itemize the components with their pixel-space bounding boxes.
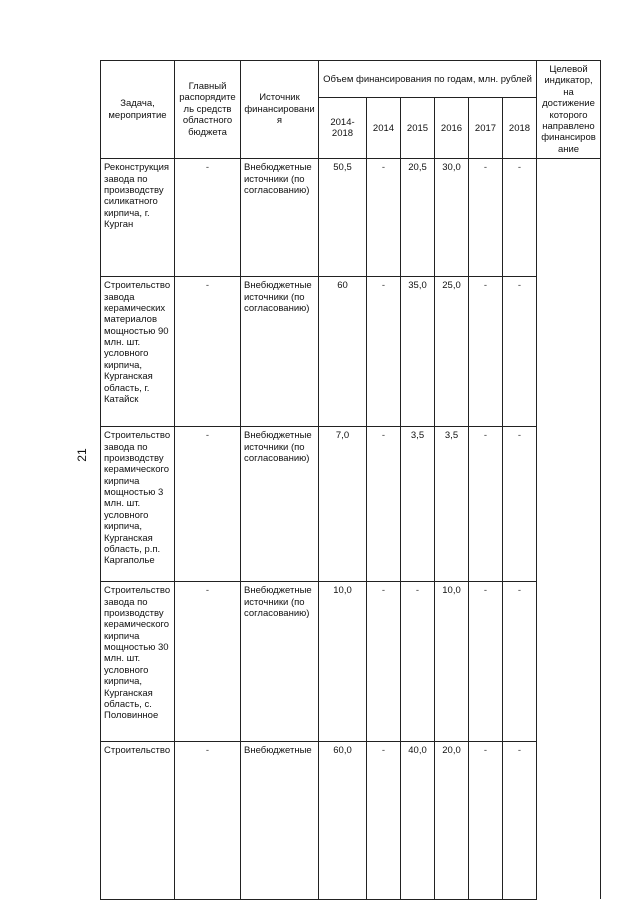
cell-2016: 3,5 <box>435 427 469 582</box>
cell-2018: - <box>503 427 537 582</box>
cell-task: Строительство завода по производству керамического кирпича мощностью 30 млн. шт. условного кирпича, Курганская область, с. Половинное <box>101 582 175 742</box>
cell-source: Внебюджетные источники (по согласованию) <box>241 159 319 277</box>
financing-table <box>100 60 601 900</box>
header-year: 2016 <box>435 98 469 159</box>
cell-2017: - <box>469 159 503 277</box>
header-year: 2015 <box>401 98 435 159</box>
cell-source: Внебюджетные источники (по согласованию) <box>241 277 319 427</box>
cell-2014: - <box>367 159 401 277</box>
cell-manager: - <box>175 582 241 742</box>
page-number: 21 <box>75 448 89 462</box>
header-year: 2018 <box>503 98 537 159</box>
cell-task: Реконструкция завода по производству силикатного кирпича, г. Курган <box>101 159 175 277</box>
cell-manager: - <box>175 277 241 427</box>
header-volume-group: Объем финансирования по годам, млн. рублей <box>319 61 537 98</box>
cell-2016: 30,0 <box>435 159 469 277</box>
cell-2018: - <box>503 159 537 277</box>
cell-2016: 20,0 <box>435 742 469 900</box>
table-row <box>101 159 601 277</box>
header-year: 2014-2018 <box>319 98 367 159</box>
cell-task: Строительство <box>101 742 175 900</box>
cell-2017: - <box>469 742 503 900</box>
cell-target <box>537 159 601 900</box>
cell-2015: 40,0 <box>401 742 435 900</box>
cell-source: Внебюджетные источники (по согласованию) <box>241 582 319 742</box>
cell-2018: - <box>503 582 537 742</box>
cell-2018: - <box>503 742 537 900</box>
cell-2014: - <box>367 582 401 742</box>
header-target: Целевой индикатор, на достижение которого направлено финансирование <box>537 61 601 159</box>
cell-2018: - <box>503 277 537 427</box>
cell-2015: 35,0 <box>401 277 435 427</box>
cell-2014: - <box>367 277 401 427</box>
cell-2015: 20,5 <box>401 159 435 277</box>
table-row <box>101 582 601 742</box>
header-source: Источник финансирования <box>241 61 319 159</box>
cell-total: 7,0 <box>319 427 367 582</box>
cell-manager: - <box>175 742 241 900</box>
cell-2017: - <box>469 427 503 582</box>
cell-source: Внебюджетные источники (по согласованию) <box>241 427 319 582</box>
financing-table-wrapper <box>100 60 600 850</box>
table-row <box>101 742 601 900</box>
cell-2017: - <box>469 277 503 427</box>
table-row <box>101 427 601 582</box>
cell-total: 60 <box>319 277 367 427</box>
cell-task: Строительство завода керамических материалов мощностью 90 млн. шт. условного кирпича, Курганская область, г. Катайск <box>101 277 175 427</box>
header-row-1 <box>101 61 601 98</box>
cell-total: 60,0 <box>319 742 367 900</box>
cell-2015: - <box>401 582 435 742</box>
cell-total: 10,0 <box>319 582 367 742</box>
header-year: 2017 <box>469 98 503 159</box>
cell-2016: 10,0 <box>435 582 469 742</box>
cell-manager: - <box>175 427 241 582</box>
cell-source: Внебюджетные <box>241 742 319 900</box>
cell-2015: 3,5 <box>401 427 435 582</box>
header-task: Задача, мероприятие <box>101 61 175 159</box>
cell-2014: - <box>367 742 401 900</box>
header-manager: Главный распорядитель средств областного бюджета <box>175 61 241 159</box>
cell-2017: - <box>469 582 503 742</box>
cell-manager: - <box>175 159 241 277</box>
table-row <box>101 277 601 427</box>
cell-total: 50,5 <box>319 159 367 277</box>
cell-task: Строительство завода по производству керамического кирпича мощностью 3 млн. шт. условного кирпича, Курганская область, р.п. Каргаполье <box>101 427 175 582</box>
header-year: 2014 <box>367 98 401 159</box>
cell-2016: 25,0 <box>435 277 469 427</box>
cell-2014: - <box>367 427 401 582</box>
